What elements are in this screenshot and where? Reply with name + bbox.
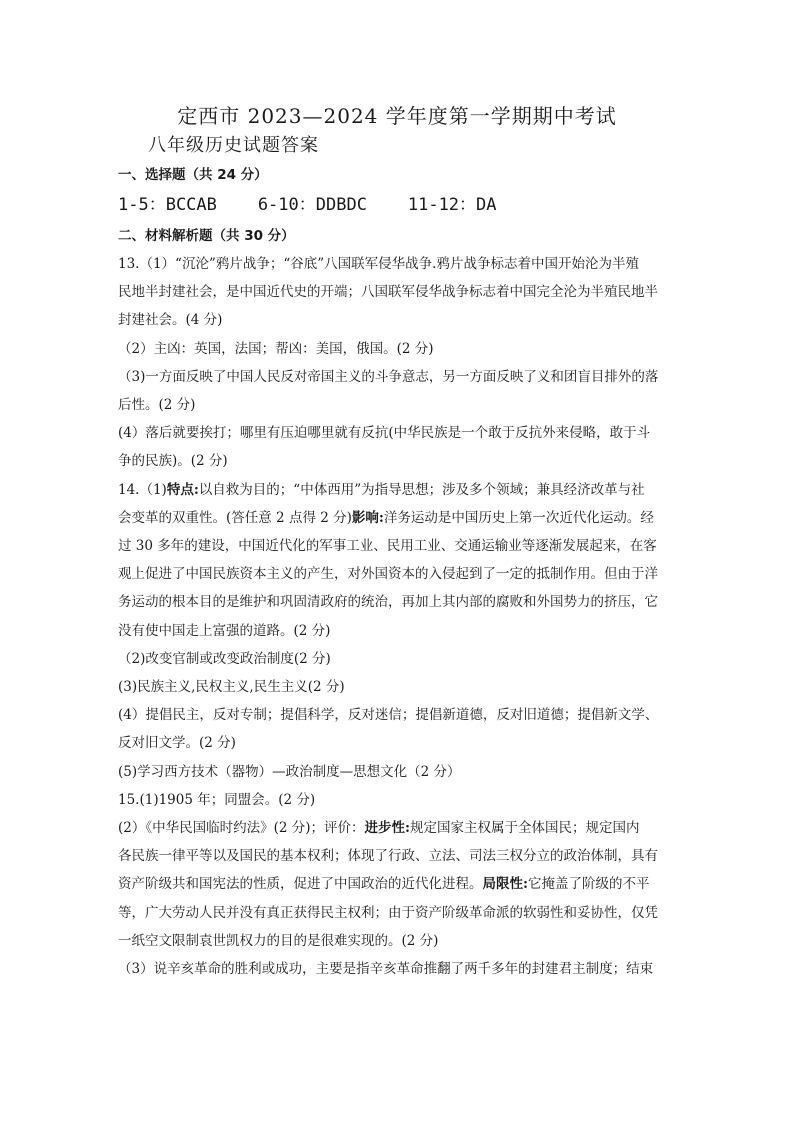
answer-line: （2）主凶：英国，法国；帮凶：美国，俄国。(2 分) — [118, 340, 434, 357]
answer-line: 后性。(2 分) — [118, 397, 196, 414]
answer-text: 会变革的双重性。(答任意 2 点得 2 分) — [118, 509, 352, 526]
answer-line — [118, 476, 688, 504]
answer-line: （3)一方面反映了中国人民反对帝国主义的斗争意志，另一方面反映了义和团盲目排外的落 — [118, 368, 659, 385]
bold-label-features: 特点: — [166, 481, 199, 498]
answer-line: (5)学习西方技术（器物）—政治制度—思想文化（2 分） — [118, 763, 461, 780]
answer-line: 封建社会。(4 分) — [118, 312, 223, 329]
bold-label-impact: 影响: — [351, 509, 384, 526]
answer-line: 没有使中国走上富强的道路。(2 分) — [118, 622, 331, 639]
section-heading-choice: 一、选择题（共 24 分） — [118, 167, 268, 183]
answer-text: 洋务运动是中国历史上第一次近代化运动。经 — [383, 509, 654, 526]
answer-line: 观上促进了中国民族资本主义的产生，对外国资本的入侵起到了一定的抵制作用。但由于洋 — [118, 566, 658, 583]
answer-text: 14.（1) — [118, 481, 167, 498]
page-subtitle: 八年级历史试题答案 — [148, 135, 319, 156]
answer-line: (3)民族主义,民权主义,民生主义(2 分) — [118, 679, 345, 696]
answer-line: 各民族一律平等以及国民的基本权利；体现了行政、立法、司法三权分立的政治体制，具有 — [118, 848, 658, 865]
answer-line: (4）落后就要挨打；哪里有压迫哪里就有反抗(中华民族是一个敢于反抗外来侵略，敢于斗 — [118, 425, 651, 442]
answer-text: 规定国家主权属于全体国民；规定国内 — [410, 820, 640, 837]
bold-label-progressive: 进步性: — [364, 820, 411, 837]
answer-line: 等，广大劳动人民并没有真正获得民主权利；由于资产阶级革命派的软弱性和妥协性，仅凭 — [118, 904, 658, 921]
answer-text: 资产阶级共和国宪法的性质，促进了中国政治的近代化进程。 — [118, 876, 483, 893]
answer-text: (2）《中华民国临时约法》(2 分)；评价： — [118, 820, 365, 837]
answer-line: 争的民族)。(2 分) — [118, 453, 228, 470]
answer-line: （3）说辛亥革命的胜利或成功，主要是指辛亥革命推翻了两千多年的封建君主制度；结束 — [118, 961, 654, 978]
answer-text: 以自救为目的；“中体西用”为指导思想；涉及多个领域；兼具经济改革与社 — [198, 481, 645, 498]
answer-line — [118, 870, 688, 898]
section-heading-material: 二、材料解析题（共 30 分） — [118, 228, 295, 244]
choice-answers: 1-5：BCCAB 6-10：DDBDC 11-12：DA — [118, 195, 497, 215]
answer-text: 它掩盖了阶级的不平 — [527, 876, 650, 893]
answer-line: (4）提倡民主，反对专制；提倡科学，反对迷信；提倡新道德，反对旧道德；提倡新文学、 — [118, 707, 659, 724]
answer-line: 反对旧文学。(2 分) — [118, 735, 236, 752]
answer-line: 15.(1)1905 年；同盟会。(2 分) — [118, 791, 316, 808]
answer-line: 一纸空文限制袁世凯权力的目的是很难实现的。(2 分) — [118, 932, 439, 949]
answer-line: 过 30 多年的建设，中国近代化的军事工业、民用工业、交通运输业等逐渐发展起来，在客 — [118, 538, 657, 555]
bold-label-limitation: 局限性: — [482, 876, 528, 893]
answer-line: 务运动的根本目的是维护和巩固清政府的统治，再加上其内部的腐败和外国势力的挤压，它 — [118, 594, 658, 611]
answer-line: 13.（1）“沉沦”鸦片战争；“谷底”八国联军侵华战争.鸦片战争标志着中国开始沦为半殖 — [118, 256, 639, 272]
answer-body — [118, 250, 688, 983]
answer-line: 民地半封建社会，是中国近代史的开端；八国联军侵华战争标志着中国完全沦为半殖民地半 — [118, 284, 658, 301]
answer-line — [118, 504, 688, 532]
page-title: 定西市 2023—2024 学年度第一学期期中考试 — [177, 104, 617, 128]
answer-line — [118, 814, 688, 842]
answer-line: （2)改变官制或改变政治制度(2 分) — [118, 650, 331, 667]
